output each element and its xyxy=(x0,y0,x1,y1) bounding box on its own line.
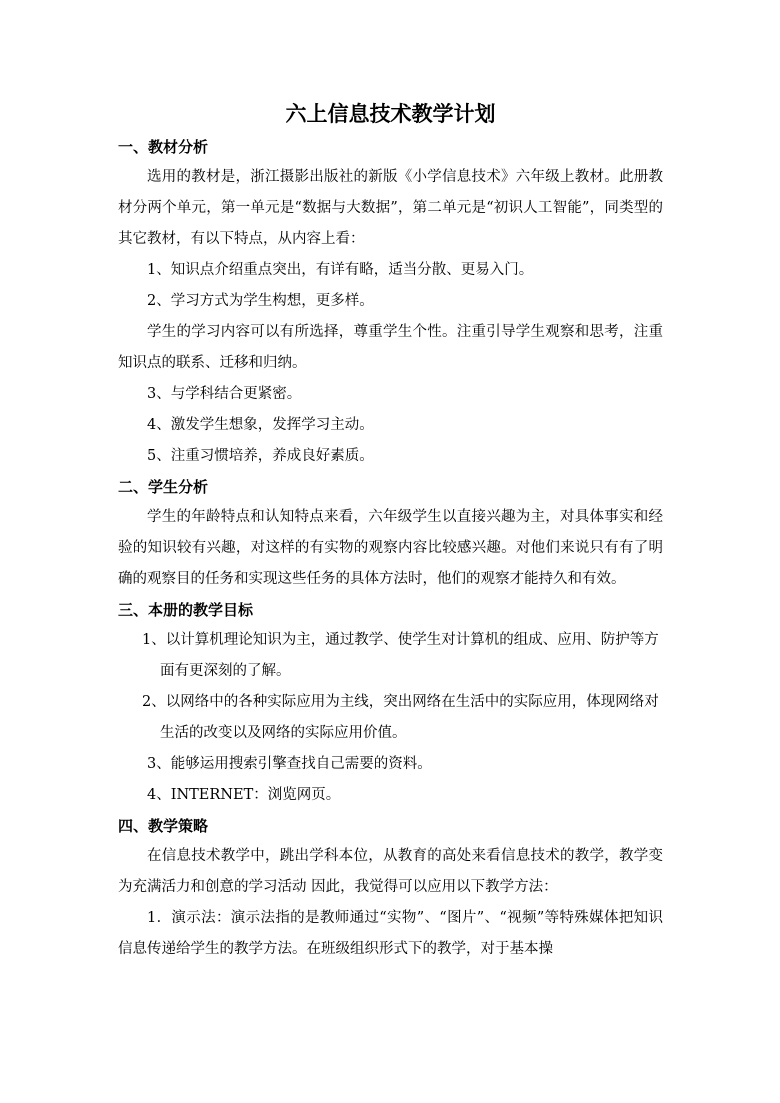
section-heading-textbook-analysis: 一、教材分析 xyxy=(118,138,209,156)
document-title: 六上信息技术教学计划 xyxy=(285,102,496,126)
list-item: 1、以计算机理论知识为主，通过教学、使学生对计算机的组成、应用、防护等方面有更深刻的了解。 xyxy=(142,632,659,679)
list-item: 3、与学科结合更紧密。 xyxy=(147,386,302,402)
list-item: 2、以网络中的各种实际应用为主线，突出网络在生活中的实际应用，体现网络对生活的改变以及网络的实际应用价值。 xyxy=(142,694,659,741)
list-item: 5、注重习惯培养，养成良好素质。 xyxy=(147,448,374,464)
document-page xyxy=(118,96,663,965)
section-heading-student-analysis: 二、学生分析 xyxy=(118,478,209,496)
list-item: 4、INTERNET：浏览网页。 xyxy=(147,787,341,803)
section-heading-teaching-strategy: 四、教学策略 xyxy=(118,817,209,835)
list-item: 4、激发学生想象，发挥学习主动。 xyxy=(147,417,374,433)
paragraph: 学生的年龄特点和认知特点来看，六年级学生以直接兴趣为主，对具体事实和经验的知识较有兴趣，对这样的有实物的观察内容比较感兴趣。对他们来说只有有了明确的观察目的任务和实现这些任务的具体方法时，他们的观察才能持久和有效。 xyxy=(118,509,663,587)
list-item: 3、能够运用搜索引擎查找自己需要的资料。 xyxy=(147,756,432,772)
list-item: 1、知识点介绍重点突出，有详有略，适当分散、更易入门。 xyxy=(147,262,534,278)
list-item: 2、学习方式为学生构想，更多样。 xyxy=(147,293,374,309)
paragraph: 选用的教材是，浙江摄影出版社的新版《小学信息技术》六年级上教材。此册教材分两个单元，第一单元是“数据与大数据”，第二单元是“初识人工智能”，同类型的其它教材，有以下特点，从内容上看： xyxy=(118,169,663,247)
paragraph: 1．演示法：演示法指的是教师通过“实物”、“图片”、“视频”等特殊媒体把知识信息传递给学生的教学方法。在班级组织形式下的教学，对于基本操 xyxy=(118,910,663,957)
paragraph: 在信息技术教学中，跳出学科本位，从教育的高处来看信息技术的教学，教学变为充满活力和创意的学习活动 因此，我觉得可以应用以下教学方法： xyxy=(118,848,663,895)
section-heading-teaching-goals: 三、本册的教学目标 xyxy=(118,601,254,619)
paragraph: 学生的学习内容可以有所选择，尊重学生个性。注重引导学生观察和思考，注重知识点的联系、迁移和归纳。 xyxy=(118,324,663,371)
